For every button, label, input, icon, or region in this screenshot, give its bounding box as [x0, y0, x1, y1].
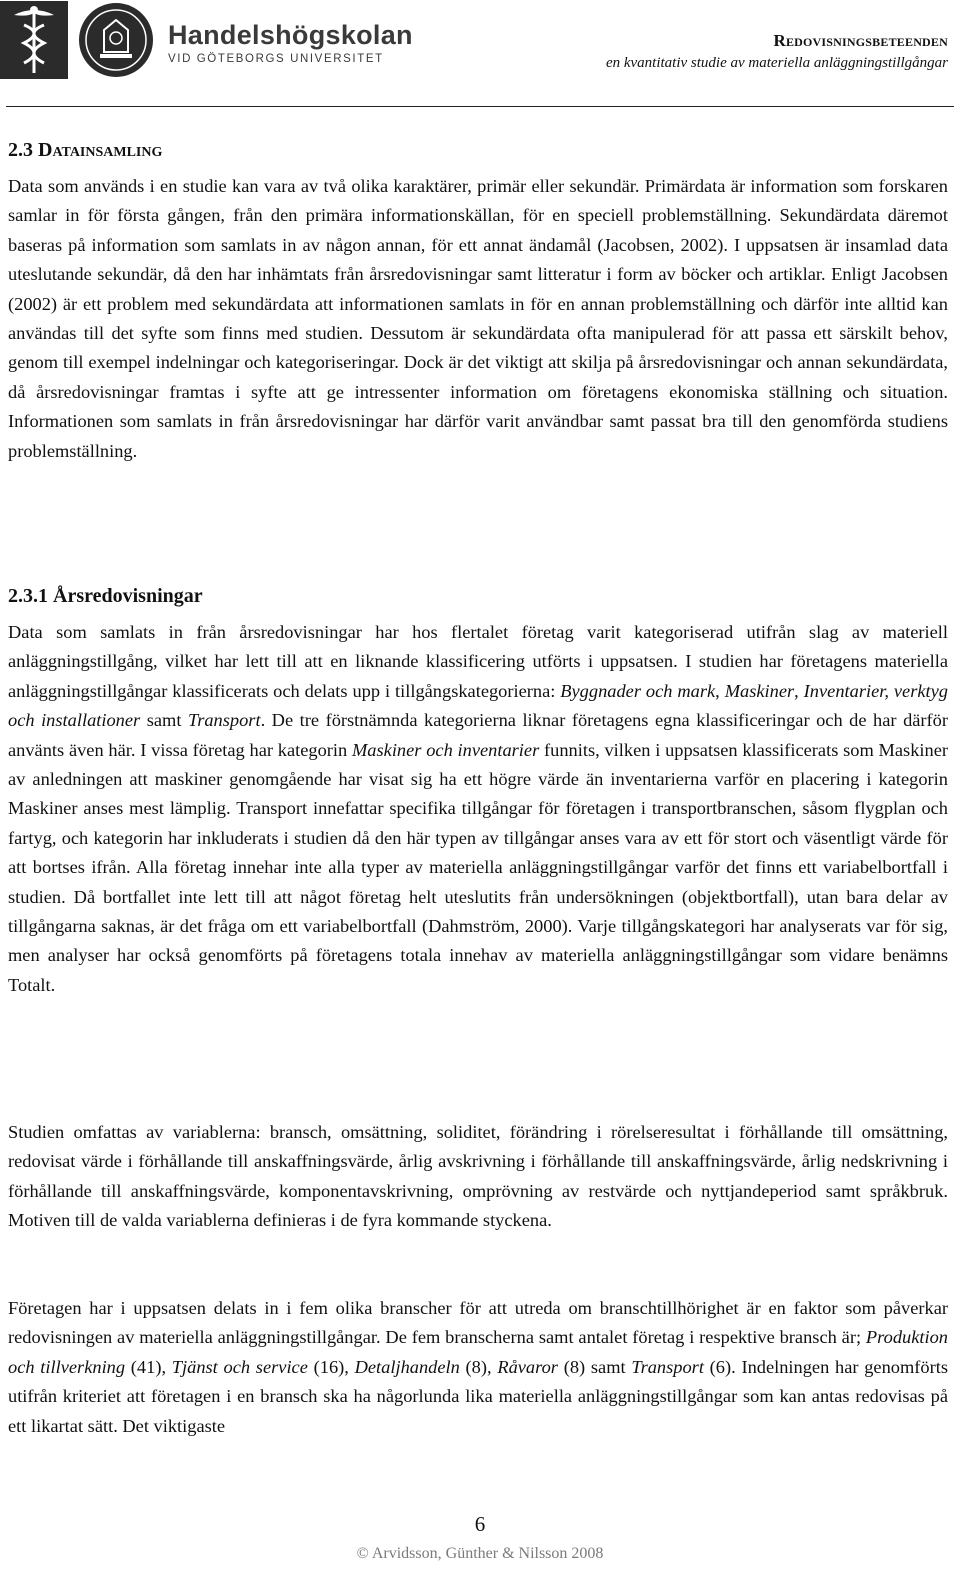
caduceus-emblem-icon — [0, 1, 68, 79]
section-number: 2.3 — [8, 139, 33, 161]
university-logo — [0, 0, 413, 80]
section-title: Datainsamling — [38, 139, 163, 161]
page-header — [0, 0, 960, 108]
italic-term: Inventarier, verktyg och installationer — [8, 680, 948, 731]
italic-term: Detaljhandeln — [354, 1356, 460, 1377]
section-body — [8, 172, 948, 466]
italic-term: Transport — [631, 1356, 704, 1377]
page-number: 6 — [474, 1512, 486, 1536]
text-run: samt — [140, 710, 188, 731]
italic-term: Maskiner — [724, 680, 795, 701]
italic-term: Tjänst och service — [171, 1356, 308, 1377]
text-run: (8), — [459, 1356, 498, 1377]
subsection-paragraph-3 — [8, 1294, 948, 1441]
subsection-paragraph-1 — [8, 618, 948, 1000]
logo-subtitle: VID GÖTEBORGS UNIVERSITET — [168, 53, 384, 65]
text-run: (6). Indelningen har genomförts utifrån kriteriet att företagen i en bransch ska ha någorlunda lika materiella anläggningstillgångar som kan antas redovisas på ett likartat sätt. Det viktigaste — [8, 1356, 948, 1436]
text-run: (8) samt — [557, 1356, 632, 1377]
italic-term: Maskiner och inventarier — [351, 739, 540, 760]
text-run: (16), — [307, 1356, 355, 1377]
text-run: . De tre förstnämnda kategorierna liknar företagens egna klassificeringar och de har därför använts även här. I vissa företag har kategorin — [8, 710, 948, 760]
paragraph-categories — [8, 618, 948, 1000]
italic-term: Råvaror — [497, 1356, 558, 1377]
paragraph-branches — [8, 1294, 948, 1441]
text-run: , — [794, 680, 804, 701]
italic-term: Byggnader och mark — [560, 680, 716, 701]
text-run: , — [715, 680, 725, 701]
text-run: funnits, vilken i uppsatsen klassificerats som Maskiner av anledningen att maskiner genomgående har visat sig ha ett högre värde än inventarierna varför en placering i kategorin Maskiner anses mest lämplig. Transport innefattar specifika tillgångar för företagen i transportbranschen, såsom flygplan och fartyg, och kategorin har inkluderats i studien då den här typen av tillgångar anses vara av ett för stort och väsentligt värde för att bortses ifrån. Alla företag innehar inte alla typer av materiella anläggningstillgångar varför det finns ett variabelbortfall i studien. Då bortfallet inte lett till att något företag helt uteslutits från undersökningen (objektbortfall), utan bara delar av tillgångarna saknas, är det fråga om ett variabelbortfall (Dahmström, 2000). Varje tillgångskategori har analyserats var för sig, men analyser har också genomförts på företagens totala innehav av materiella anläggningstillgångar som vidare benämns Totalt. — [8, 739, 949, 995]
text-run: (41), — [125, 1356, 172, 1377]
italic-term: Produktion och tillverkning — [8, 1327, 948, 1377]
logo-name: Handelshögskolan — [168, 20, 413, 50]
running-title — [606, 30, 948, 74]
section-paragraph: Data som används i en studie kan vara av två olika karaktärer, primär eller sekundär. Primärdata är information som forskaren samlar in för första gången, från den primära informationskällan, för en speciell problemställning. Sekundärdata däremot baseras på information som samlats in av någon annan, för ett annat ändamål (Jacobsen, 2002). I uppsatsen är insamlad data uteslutande sekundär, då den har inhämtats från årsredovisningar samt litteratur i form av böcker och artiklar. Enligt Jacobsen (2002) är ett problem med sekundärdata att informationen samlats in för en annan problemställning och därför inte alltid kan användas till det syfte som finns med studien. Dessutom är sekundärdata ofta manipulerad för att passa ett särskilt behov, genom till exempel indelningar och kategoriseringar. Dock är det viktigt att skilja på årsredovisningar och annan sekundärdata, då årsredovisningar framtas i syfte att ge intressenter information om företagens ekonomiska ställning och situation. Informationen som samlats in från årsredovisningar har därför varit användbar samt passat bra till den genomförda studiens problemställning. — [8, 176, 948, 461]
header-divider — [6, 106, 954, 107]
paragraph-variables: Studien omfattas av variablerna: bransch, omsättning, soliditet, förändring i rörelseresultat i förhållande till omsättning, redovisat värde i förhållande till anskaffningsvärde, årlig avskrivning i förhållande till anskaffningsvärde, årlig nedskrivning i förhållande till anskaffningsvärde, komponentavskrivning, omprövning av restvärde och nyttjandeperiod samt språkbruk. Motiven till de valda variablerna definieras i de fyra kommande styckena. — [8, 1122, 948, 1231]
running-title-main: Redovisningsbeteenden — [773, 31, 948, 50]
running-title-subtitle: en kvantitativ studie av materiella anläggningstillgångar — [605, 55, 948, 71]
subsection-heading: 2.3.1 Årsredovisningar — [8, 585, 203, 607]
university-seal-icon — [78, 2, 154, 78]
text-run: Data som samlats in från årsredovisningar har hos flertalet företag varit kategoriserad utifrån slag av materiell anläggningstillgång, vilket har lett till att en liknande klassificering utförts i uppsatsen. I studien har företagens materiella anläggningstillgångar klassificerats och delats upp i tillgångskategorierna: — [8, 622, 948, 701]
section-heading — [8, 137, 162, 163]
italic-term: Transport — [187, 710, 261, 731]
subsection-paragraph-2 — [8, 1118, 948, 1236]
text-run: Företagen har i uppsatsen delats in i fem olika branscher för att utreda om branschtillhörighet är en faktor som påverkar redovisningen av materiella anläggningstillgångar. De fem branscherna samt antalet företag i respektive bransch är; — [8, 1298, 948, 1348]
copyright-footer: © Arvidsson, Günther & Nilsson 2008 — [356, 1545, 604, 1562]
